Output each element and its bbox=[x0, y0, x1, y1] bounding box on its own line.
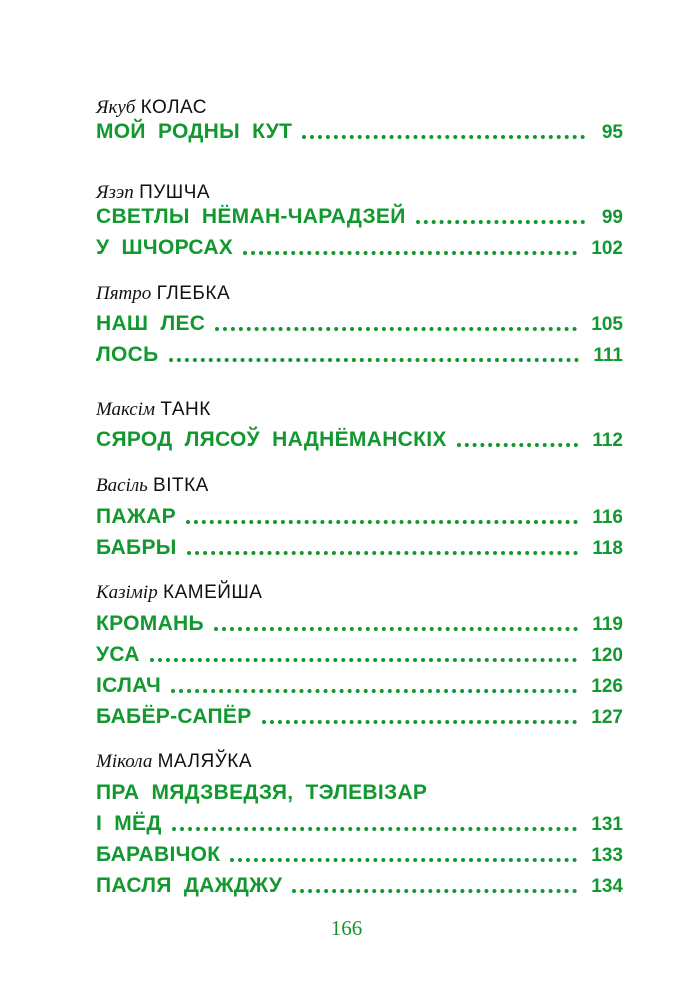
toc-entry[interactable] bbox=[96, 199, 623, 227]
dot-leader bbox=[230, 858, 577, 862]
author-first-name: Мікола bbox=[96, 751, 153, 772]
toc-entry-page: 119 bbox=[592, 614, 623, 635]
author-line bbox=[96, 476, 209, 495]
dot-leader bbox=[302, 135, 585, 139]
author-line bbox=[96, 400, 211, 419]
toc-entry[interactable] bbox=[96, 422, 623, 450]
author-first-name: Якуб bbox=[96, 97, 136, 118]
toc-entry-title: ПАЖАР bbox=[96, 505, 176, 528]
author-last-name: КАМЕЙША bbox=[163, 582, 263, 603]
dot-leader bbox=[457, 443, 579, 447]
author-line bbox=[96, 752, 252, 771]
dot-leader bbox=[215, 327, 577, 331]
dot-leader bbox=[171, 689, 577, 693]
toc-entry[interactable] bbox=[96, 230, 623, 258]
toc-entry-page: 99 bbox=[601, 207, 623, 228]
author-last-name: КОЛАС bbox=[140, 97, 208, 118]
toc-entry-page: 134 bbox=[591, 876, 623, 897]
dot-leader bbox=[416, 220, 585, 224]
author-last-name: ПУШЧА bbox=[139, 182, 211, 203]
toc-entry[interactable] bbox=[96, 606, 623, 634]
author-last-name: МАЛЯЎКА bbox=[157, 751, 253, 772]
dot-leader bbox=[262, 720, 578, 724]
author-last-name: ВІТКА bbox=[153, 475, 209, 496]
toc-entry-title: НАШ ЛЕС bbox=[96, 312, 206, 335]
toc-entry-page: 95 bbox=[601, 122, 623, 143]
toc-entry-page: 112 bbox=[592, 430, 623, 451]
toc-entry[interactable] bbox=[96, 530, 623, 558]
toc-entry-title: БАРАВІЧОК bbox=[96, 843, 221, 866]
toc-entry-title: БАБРЫ bbox=[96, 536, 177, 559]
dot-leader bbox=[243, 251, 577, 255]
toc-entry-title: І МЁД bbox=[96, 812, 162, 835]
author-line bbox=[96, 284, 230, 303]
toc-entry-page: 102 bbox=[591, 238, 623, 259]
toc-entry-title: ПРА МЯДЗВЕДЗЯ, ТЭЛЕВІЗАР bbox=[96, 781, 428, 804]
author-last-name: ГЛЕБКА bbox=[156, 283, 231, 304]
toc-entry-page: 105 bbox=[591, 314, 623, 335]
toc-entry-title: ЛОСЬ bbox=[96, 343, 159, 366]
toc-entry-page: 118 bbox=[592, 538, 623, 559]
toc-entry[interactable] bbox=[96, 668, 623, 696]
author-first-name: Максім bbox=[96, 399, 156, 420]
author-first-name: Казімір bbox=[96, 582, 158, 603]
toc-entry-page: 133 bbox=[591, 845, 623, 866]
toc-entry-title: БАБЁР-САПЁР bbox=[96, 705, 252, 728]
dot-leader bbox=[292, 889, 577, 893]
toc-entry-title: УСА bbox=[96, 643, 140, 666]
toc-entry-title: МОЙ РОДНЫ КУТ bbox=[96, 120, 293, 143]
dot-leader bbox=[187, 551, 579, 555]
toc-entry-page: 127 bbox=[591, 707, 623, 728]
page-number: 166 bbox=[330, 916, 363, 940]
dot-leader bbox=[172, 827, 578, 831]
toc-entry-title: У ШЧОРСАХ bbox=[96, 236, 234, 259]
toc-entry[interactable] bbox=[96, 868, 623, 896]
toc-entry[interactable] bbox=[96, 337, 623, 365]
dot-leader bbox=[150, 658, 578, 662]
toc-entry[interactable] bbox=[96, 637, 623, 665]
toc-entry-page: 120 bbox=[591, 645, 623, 666]
author-first-name: Пятро bbox=[96, 283, 152, 304]
toc-entry-page: 131 bbox=[591, 814, 623, 835]
toc-entry-title: КРОМАНЬ bbox=[96, 612, 204, 635]
toc-entry[interactable] bbox=[96, 499, 623, 527]
toc-entry[interactable] bbox=[96, 837, 623, 865]
dot-leader bbox=[186, 520, 578, 524]
toc-entry-page: 111 bbox=[593, 345, 623, 366]
toc-entry-title: СЯРОД ЛЯСОЎ НАДНЁМАНСКІХ bbox=[96, 428, 447, 451]
toc-entry[interactable] bbox=[96, 699, 623, 727]
author-last-name: ТАНК bbox=[160, 399, 211, 420]
dot-leader bbox=[214, 627, 578, 631]
author-first-name: Язэп bbox=[96, 182, 134, 203]
toc-entry-title: СВЕТЛЫ НЁМАН-ЧАРАДЗЕЙ bbox=[96, 205, 406, 228]
toc-entry[interactable] bbox=[96, 114, 623, 142]
author-line bbox=[96, 583, 262, 602]
toc-entry-title-line[interactable] bbox=[96, 775, 427, 803]
toc-entry-page: 126 bbox=[591, 676, 623, 697]
toc-entry-page: 116 bbox=[592, 507, 623, 528]
dot-leader bbox=[169, 358, 580, 362]
toc-entry[interactable] bbox=[96, 306, 623, 334]
toc-entry[interactable] bbox=[96, 806, 623, 834]
author-first-name: Васіль bbox=[96, 475, 148, 496]
toc-entry-title: ПАСЛЯ ДАЖДЖУ bbox=[96, 874, 283, 897]
toc-entry-title: ІСЛАЧ bbox=[96, 674, 162, 697]
